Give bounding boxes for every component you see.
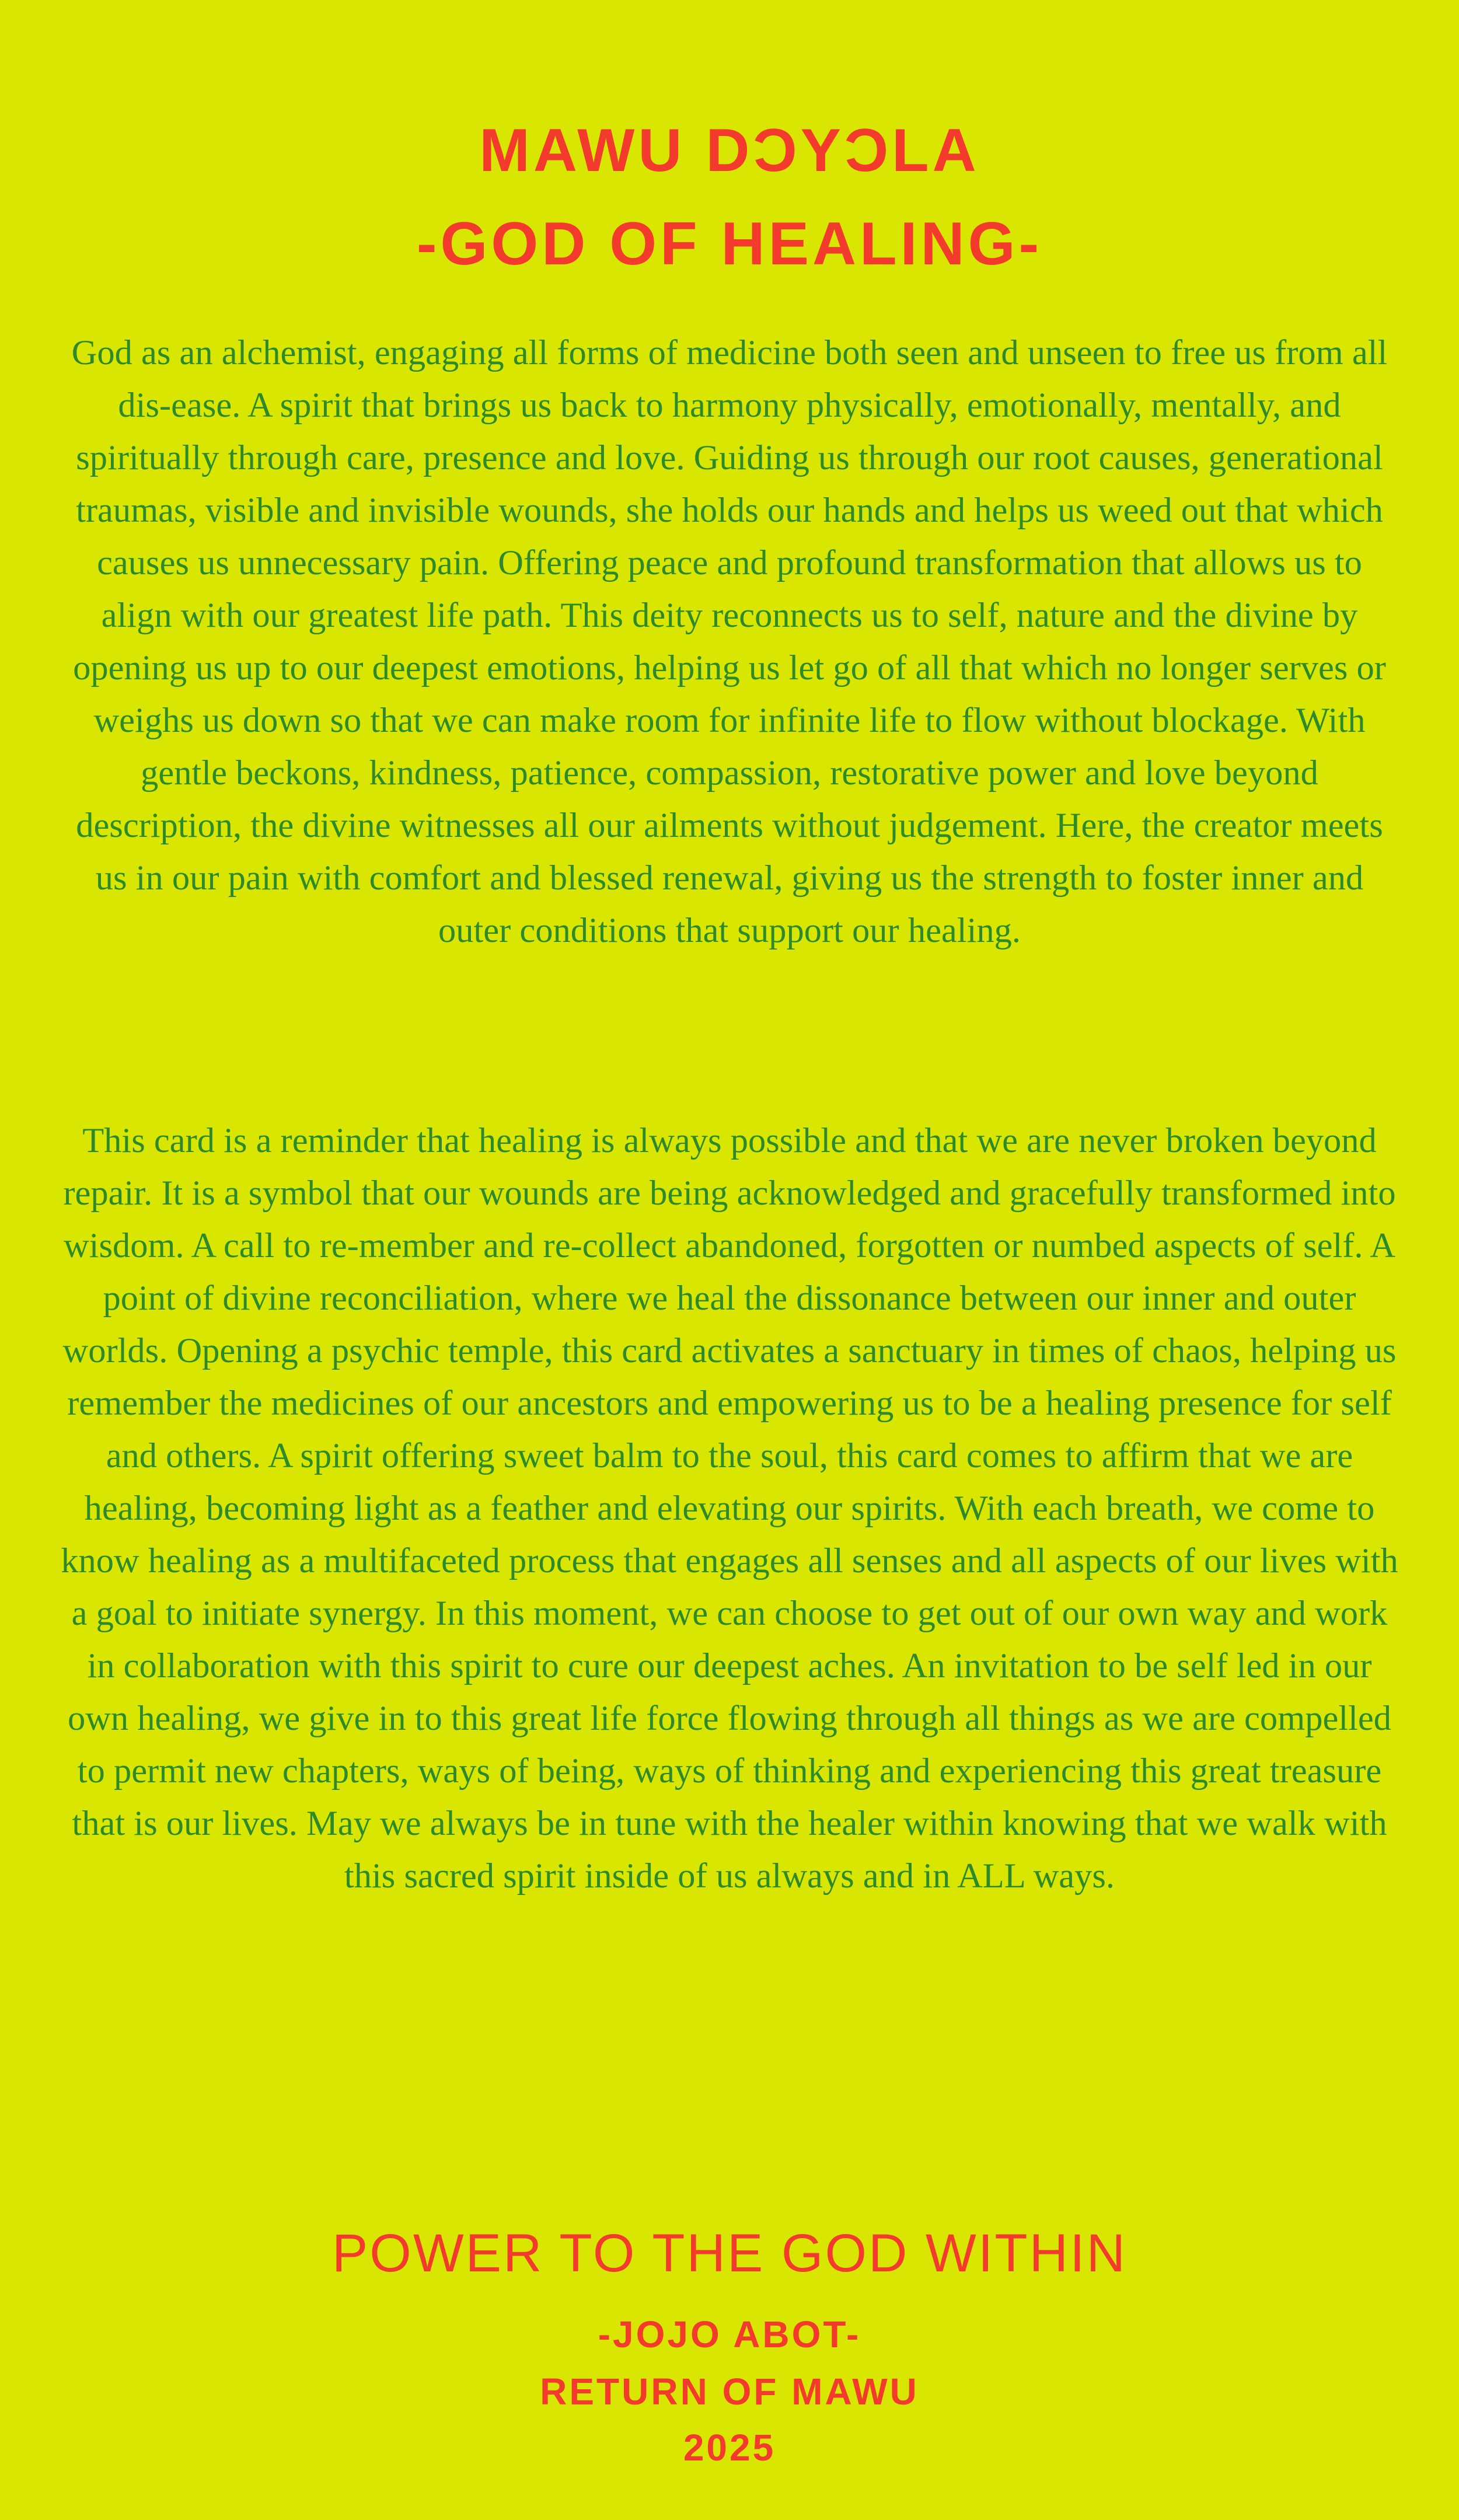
description-paragraph-1: God as an alchemist, engaging all forms of medicine both seen and unseen to free us from all dis-ease. A spirit that brings us back to harmony physically, emotionally, mentally, and spiritually through care, presence and love. Guiding us through our root causes, generational traumas, visible and invisible wounds, she holds our hands and helps us weed out that which causes us unnecessary pain. Offering peace and profound transformation that allows us to align with our greatest life path. This deity reconnects us to self, nature and the divine by opening us up to our deepest emotions, helping us let go of all that which no longer serves or weighs us down so that we can make room for infinite life to flow without blockage. With gentle beckons, kindness, patience, compassion, restorative power and love beyond description, the divine witnesses all our ailments without judgement. Here, the creator meets us in our pain with comfort and blessed renewal, giving us the strength to foster inner and outer conditions that support our healing. bbox=[71, 333, 1388, 950]
deity-name-title: MAWU DƆYƆLA bbox=[479, 117, 980, 184]
description-paragraph-2: This card is a reminder that healing is always possible and that we are never broken beyond repair. It is a symbol that our wounds are being acknowledged and gracefully transformed into wisdom. A call to re-member and re-collect abandoned, forgotten or numbed aspects of self. A point of divine reconciliation, where we heal the dissonance between our inner and outer worlds. Opening a psychic temple, this card activates a sanctuary in times of chaos, helping us remember the medicines of our ancestors and empowering us to be a healing presence for self and others. A spirit offering sweet balm to the soul, this card comes to affirm that we are healing, becoming light as a feather and elevating our spirits. With each breath, we come to know healing as a multifaceted process that engages all senses and all aspects of our lives with a goal to initiate synergy. In this moment, we can choose to get out of our own way and work in collaboration with this spirit to cure our deepest aches. An invitation to be self led in our own healing, we give in to this great life force flowing through all things as we are compelled to permit new chapters, ways of being, ways of thinking and experiencing this great treasure that is our lives. May we always be in tune with the healer within knowing that we walk with this sacred spirit inside of us always and in ALL ways. bbox=[61, 1121, 1398, 1896]
footer-author: -JOJO ABOT- bbox=[598, 2313, 861, 2355]
footer-album-title: RETURN OF MAWU bbox=[540, 2371, 919, 2413]
deity-subtitle: -GOD OF HEALING- bbox=[416, 210, 1043, 278]
footer-tagline: POWER TO THE GOD WITHIN bbox=[331, 2224, 1128, 2283]
footer-year: 2025 bbox=[683, 2427, 776, 2469]
